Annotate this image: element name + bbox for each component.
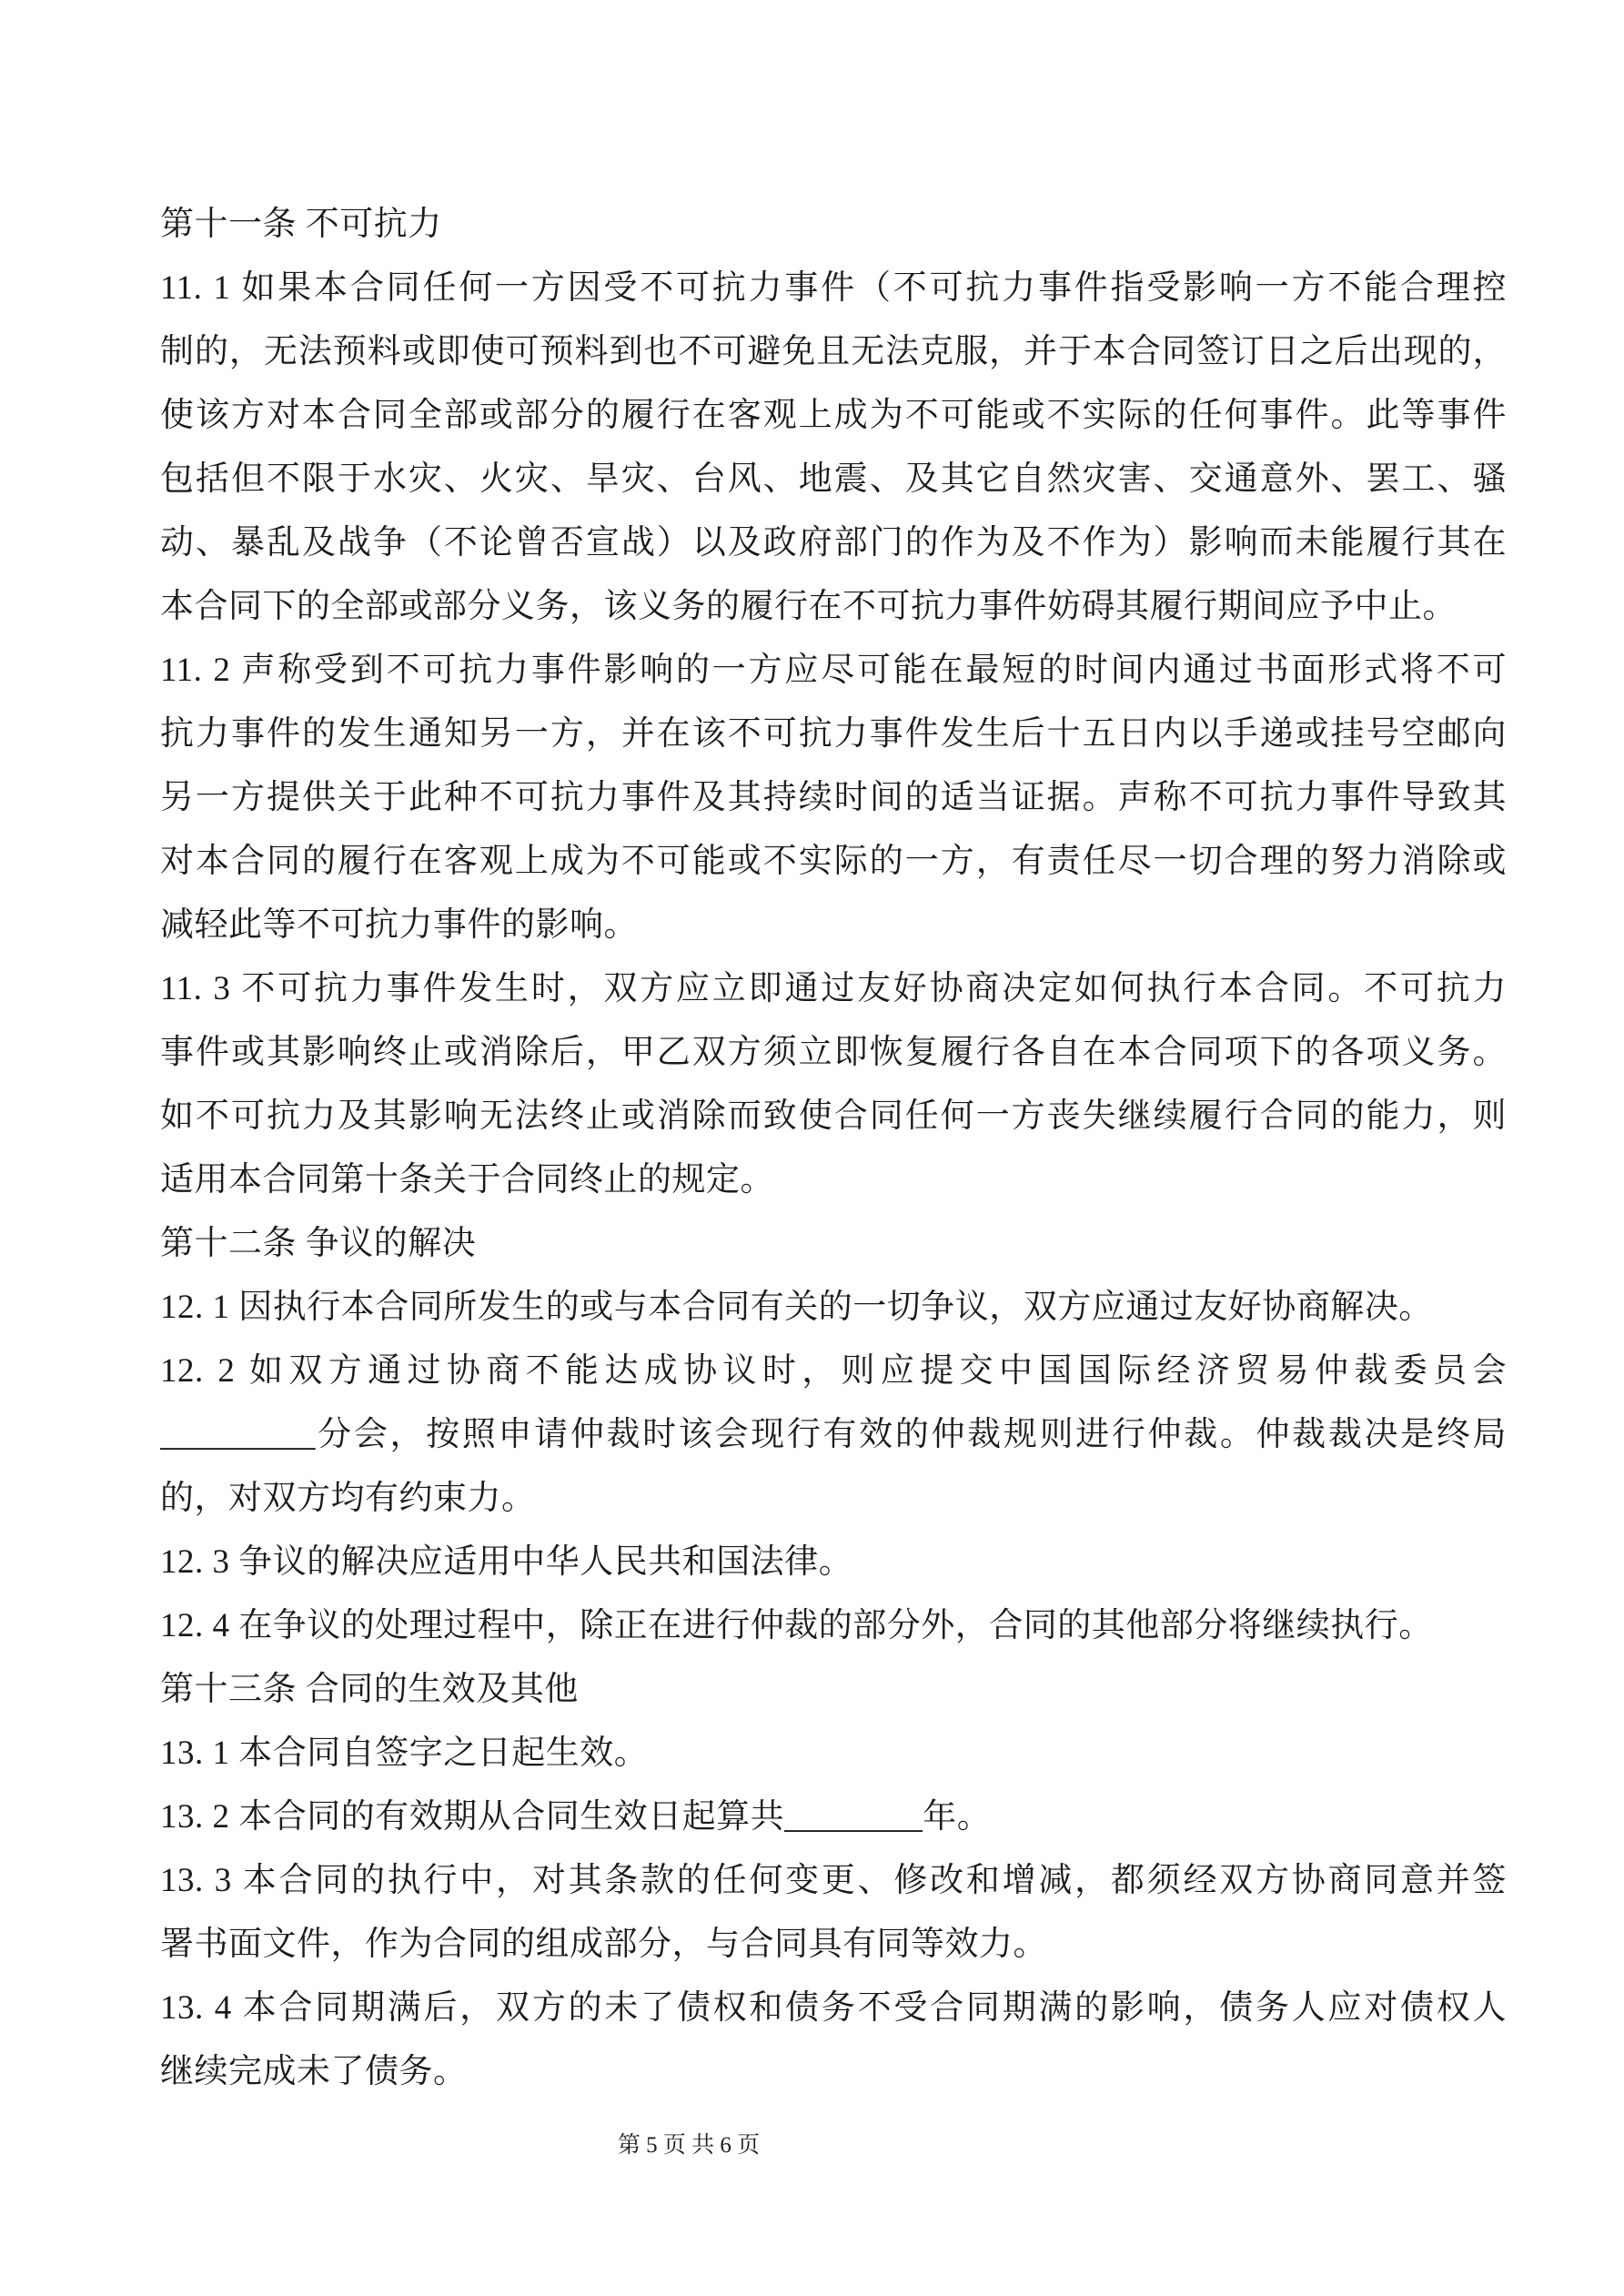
text-line: 署书面文件，作为合同的组成部分，与合同具有同等效力。 xyxy=(160,1926,1047,1963)
text-line: 抗力事件的发生通知另一方，并在该不可抗力事件发生后十五日内以手递或挂号空邮向 xyxy=(160,715,1507,753)
text-line: 事件或其影响终止或消除后，甲乙双方须立即恢复履行各自在本合同项下的各项义务。 xyxy=(160,1034,1507,1071)
text-line: 适用本合同第十条关于合同终止的规定。 xyxy=(160,1161,774,1199)
text-line: 继续完成未了债务。 xyxy=(160,2053,468,2090)
text-line: 本合同下的全部或部分义务，该义务的履行在不可抗力事件妨碍其履行期间应予中止。 xyxy=(160,588,1457,625)
text-line: 11. 3 不可抗力事件发生时，双方应立即通过友好协商决定如何执行本合同。不可抗力 xyxy=(160,970,1507,1007)
text-line: 动、暴乱及战争（不论曾否宣战）以及政府部门的作为及不作为）影响而未能履行其在 xyxy=(160,524,1507,561)
text-line: 12. 1 因执行本合同所发生的或与本合同有关的一切争议，双方应通过友好协商解决。 xyxy=(160,1289,1433,1326)
text-line: 12. 3 争议的解决应适用中华人民共和国法律。 xyxy=(160,1543,853,1581)
text-line: 另一方提供关于此种不可抗力事件及其持续时间的适当证据。声称不可抗力事件导致其 xyxy=(160,779,1507,816)
text-line: 13. 3 本合同的执行中，对其条款的任何变更、修改和增减，都须经双方协商同意并签 xyxy=(160,1862,1507,1899)
section-heading: 第十三条 合同的生效及其他 xyxy=(160,1671,579,1708)
text-line: 13. 2 本合同的有效期从合同生效日起算共________年。 xyxy=(160,1798,992,1836)
section-heading: 第十一条 不可抗力 xyxy=(160,206,442,243)
text-line: _________分会，按照申请仲裁时该会现行有效的仲裁规则进行仲裁。仲裁裁决是终局 xyxy=(160,1416,1507,1453)
text-line: 11. 2 声称受到不可抗力事件影响的一方应尽可能在最短的时间内通过书面形式将不可 xyxy=(160,652,1507,689)
section-heading: 第十二条 争议的解决 xyxy=(160,1225,477,1262)
text-line: 如不可抗力及其影响无法终止或消除而致使合同任何一方丧失继续履行合同的能力，则 xyxy=(160,1097,1507,1135)
text-line: 对本合同的履行在客观上成为不可能或不实际的一方，有责任尽一切合理的努力消除或 xyxy=(160,843,1507,880)
page-number: 第 5 页 共 6 页 xyxy=(617,2133,761,2158)
text-line: 13. 1 本合同自签字之日起生效。 xyxy=(160,1735,649,1772)
text-line: 13. 4 本合同期满后，双方的未了债权和债务不受合同期满的影响，债务人应对债权人 xyxy=(160,1989,1507,2027)
text-line: 减轻此等不可抗力事件的影响。 xyxy=(160,906,638,944)
text-line: 制的，无法预料或即使可预料到也不可避免且无法克服，并于本合同签订日之后出现的， xyxy=(160,333,1507,370)
text-line: 12. 2 如双方通过协商不能达成协议时，则应提交中国国际经济贸易仲裁委员会 xyxy=(160,1352,1507,1390)
text-line: 包括但不限于水灾、火灾、旱灾、台风、地震、及其它自然灾害、交通意外、罢工、骚 xyxy=(160,460,1507,498)
text-line: 使该方对本合同全部或部分的履行在客观上成为不可能或不实际的任何事件。此等事件 xyxy=(160,397,1507,434)
text-line: 12. 4 在争议的处理过程中，除正在进行仲裁的部分外，合同的其他部分将继续执行。 xyxy=(160,1607,1433,1644)
text-line: 11. 1 如果本合同任何一方因受不可抗力事件（不可抗力事件指受影响一方不能合理控 xyxy=(160,269,1507,307)
text-line: 的，对双方均有约束力。 xyxy=(160,1480,536,1517)
document-body xyxy=(160,193,1507,2104)
